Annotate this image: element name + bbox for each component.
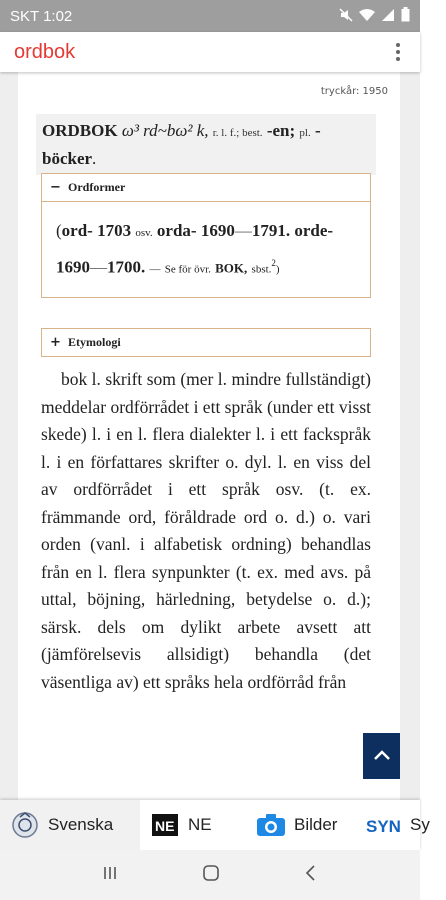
- svg-text:NE: NE: [155, 818, 175, 834]
- scroll-to-top-button[interactable]: [363, 733, 400, 779]
- see-also-link[interactable]: BOK,: [215, 260, 248, 276]
- back-icon[interactable]: [303, 864, 319, 887]
- grammar-info: r. l. f.; best.: [212, 127, 263, 139]
- tab-label: NE: [188, 815, 212, 834]
- tab-svenska[interactable]: [0, 800, 140, 850]
- etymologi-panel: [41, 328, 371, 357]
- pronunciation: ω³ rd~bω² k,: [121, 121, 209, 140]
- home-icon[interactable]: [201, 863, 221, 888]
- svenska-emblem-icon: [10, 810, 40, 840]
- headword-period: .: [92, 149, 97, 168]
- paren-close: ): [275, 263, 280, 276]
- word-form: orde- 1690: [56, 221, 334, 277]
- word-form: orda- 1690: [156, 221, 235, 240]
- battery-icon: [401, 7, 410, 25]
- system-nav-bar: [0, 850, 420, 900]
- status-icons: [339, 7, 410, 25]
- dictionary-entry: [18, 72, 400, 800]
- see-dash: —: [149, 263, 161, 276]
- ne-logo-icon: [150, 810, 180, 840]
- inflection-definite: -en;: [266, 121, 296, 140]
- ordformer-body: [42, 201, 370, 297]
- etymologi-header[interactable]: [42, 329, 370, 356]
- word-form-end: 1700.: [107, 257, 146, 277]
- ordformer-header[interactable]: [42, 174, 370, 201]
- status-bar: [0, 0, 420, 32]
- camera-icon: [256, 810, 286, 840]
- paren-open: (: [56, 221, 62, 240]
- tab-bar: [0, 800, 430, 850]
- chevron-up-icon: [374, 747, 390, 765]
- see-also-text: Se för övr.: [164, 263, 211, 276]
- content-area[interactable]: [0, 72, 420, 800]
- range-dash: —: [90, 257, 107, 277]
- svg-text:SYN: SYN: [366, 817, 401, 836]
- sbst-abbr: sbst.: [251, 263, 272, 276]
- signal-icon: [381, 8, 395, 25]
- abbreviation: osv.: [135, 227, 153, 239]
- grammar-plural: pl.: [299, 127, 311, 139]
- superscript: 2: [271, 258, 276, 268]
- mute-icon: [339, 8, 353, 25]
- wifi-icon: [359, 8, 375, 25]
- range-dash: —: [234, 221, 252, 240]
- print-year: tryckår: 1950: [320, 86, 388, 97]
- collapse-icon[interactable]: −: [50, 180, 61, 195]
- headword-block: [36, 114, 376, 175]
- overflow-menu-icon[interactable]: [390, 43, 406, 61]
- tab-label: Bilder: [294, 815, 338, 834]
- etymologi-label: Etymologi: [68, 335, 121, 349]
- ordformer-label: Ordformer: [68, 180, 126, 194]
- app-title: ordbok: [14, 40, 76, 63]
- word-form: ord- 1703: [61, 221, 132, 240]
- app-bar: [0, 32, 420, 72]
- tab-bilder[interactable]: [256, 800, 356, 850]
- definition-text: bok l. skrift som (mer l. mindre fullständigt) meddelar ordförrådet i ett språk (under ett visst skede) l. i en l. flera dialekter l. i ett fackspråk l. i en författares skrifter o. dyl. l. en viss del av ordförrådet i ett språk osv. (t. ex. främmande ord, föråldrade ord o. d.) o. vari orden (vanl. i alfabetisk ordning) behandlas från en l. flera synpunkter (t. ex. med avs. på uttal, böjning, härledning, betydelse o. d.); särsk. dels om dylikt arbete avsett att (jämförelsevis allsidigt) behandla (det väsentliga av) ett språks hela ordförråd från: [41, 369, 371, 692]
- recent-apps-icon[interactable]: [101, 864, 119, 887]
- headword: ORDBOK: [42, 121, 118, 140]
- ordformer-panel: [41, 173, 371, 298]
- syn-logo-icon: [366, 810, 402, 840]
- tab-ne[interactable]: [150, 800, 250, 850]
- tab-syn[interactable]: [366, 800, 446, 850]
- tab-label: Svenska: [48, 815, 114, 834]
- tab-label: Sy: [410, 815, 430, 834]
- carrier-time: SKT 1:02: [10, 7, 73, 25]
- inflection-plural: -böcker: [42, 121, 321, 168]
- expand-icon[interactable]: +: [50, 335, 61, 350]
- word-form-end: 1791.: [251, 221, 291, 240]
